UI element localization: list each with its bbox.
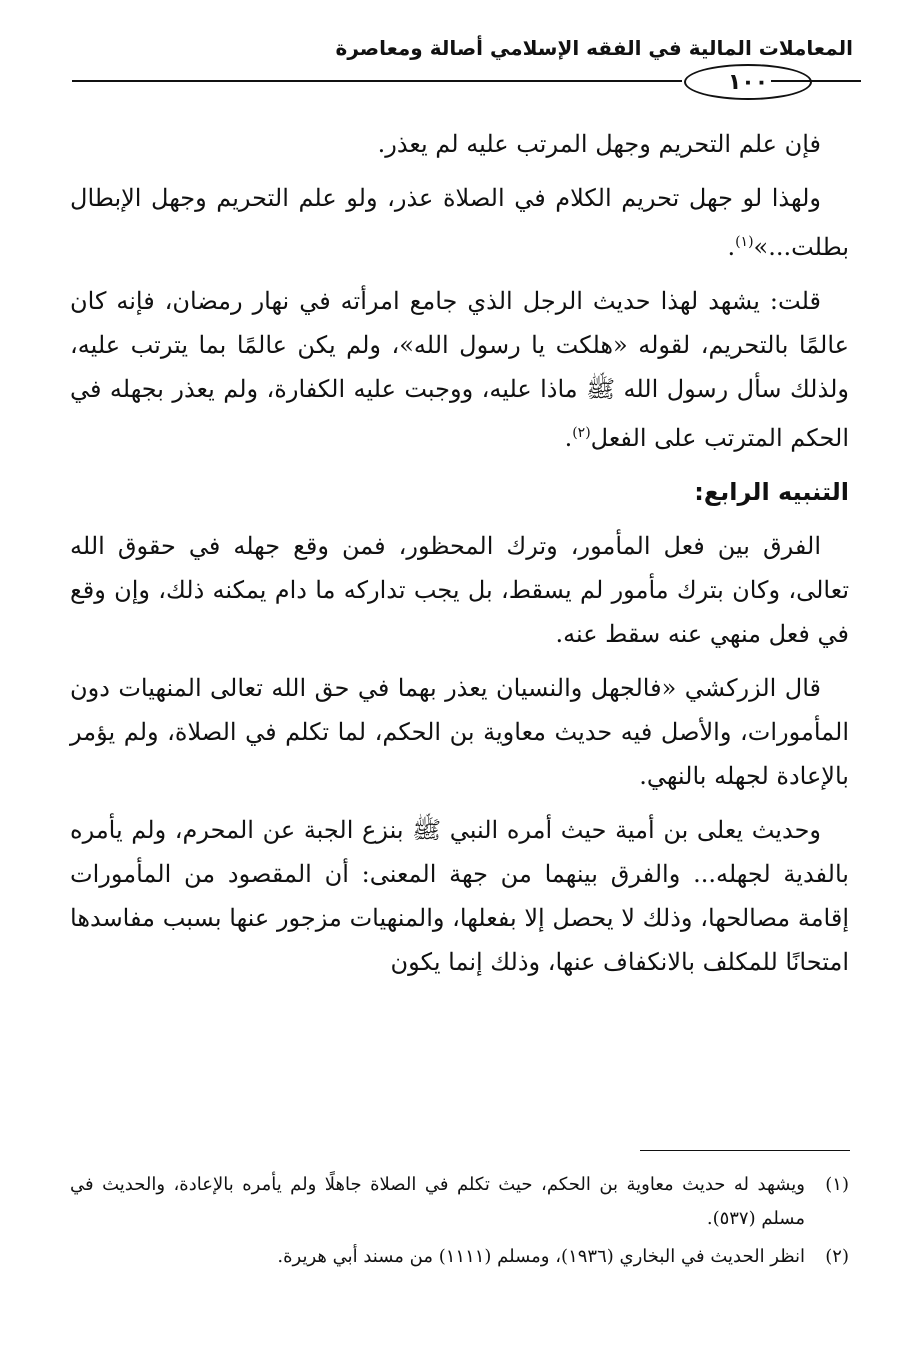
paragraph-text: ولهذا لو جهل تحريم الكلام في الصلاة عذر، ولو علم التحريم وجهل الإبطال بطلت...» <box>70 184 849 261</box>
footnote-text: ويشهد له حديث معاوية بن الحكم، حيث تكلم في الصلاة جاهلًا ولم يأمره بالإعادة، والحديث في مسلم (٥٣٧). <box>70 1174 805 1229</box>
page-header <box>72 34 861 94</box>
paragraph-text: قلت: يشهد لهذا حديث الرجل الذي جامع امرأته في نهار رمضان، فإنه كان عالمًا بالتحريم، لقوله «هلكت يا رسول الله»، ولم يكن عالمًا بما يترتب عليه، ولذلك سأل رسول الله ﷺ ماذا عليه، ووجبت عليه الكفارة، ولم يعذر بجهله في الحكم المترتب على الفعل <box>70 287 849 452</box>
footnotes <box>70 1168 849 1278</box>
paragraph: قال الزركشي «فالجهل والنسيان يعذر بهما في حق الله تعالى المنهيات دون المأمورات، والأصل فيه حديث معاوية بن الحكم، لما تكلم في الصلاة، ولم يؤمر بالإعادة لجهله بالنهي. <box>70 674 849 790</box>
paragraph: قلت: يشهد لهذا حديث الرجل الذي جامع امرأته في نهار رمضان، فإنه كان عالمًا بالتحريم، لقوله «هلكت يا رسول الله»، ولم يكن عالمًا بما يترتب عليه، ولذلك سأل رسول الله ﷺ ماذا عليه، ووجبت عليه الكفارة، ولم يعذر بجهله في الحكم المترتب على الفعل$^{(٢)}$. <box>70 287 849 452</box>
main-text <box>70 122 849 994</box>
page-number: ١٠٠ <box>684 64 812 100</box>
footnote-text: انظر الحديث في البخاري (١٩٣٦)، ومسلم (١١١١) من مسند أبي هريرة. <box>277 1246 805 1267</box>
paragraph: فإن علم التحريم وجهل المرتب عليه لم يعذر. <box>377 130 821 158</box>
header-rule-left <box>72 80 682 82</box>
footnote-number: (١) <box>825 1174 849 1195</box>
footnote-ref: (٢) <box>572 425 591 441</box>
paragraph: ولهذا لو جهل تحريم الكلام في الصلاة عذر، ولو علم التحريم وجهل الإبطال بطلت...»$^{(١)}$. <box>70 184 849 261</box>
footnote-ref: (١) <box>735 234 754 250</box>
section-heading: التنبيه الرابع: <box>694 478 849 506</box>
running-title: المعاملات المالية في الفقه الإسلامي أصالة ومعاصرة <box>335 36 853 60</box>
footnote <box>70 1240 849 1274</box>
paragraph: وحديث يعلى بن أمية حيث أمره النبي ﷺ بنزع الجبة عن المحرم، ولم يأمره بالفدية لجهله... والفرق بينهما من جهة المعنى: أن المقصود من المأمورات إقامة مصالحها، وذلك لا يحصل إلا بفعلها، والمنهيات مزجور عنها بسبب مفاسدها امتحانًا للمكلف بالانكفاف عنها، وذلك إنما يكون <box>70 816 849 976</box>
footnote-number: (٢) <box>825 1246 849 1267</box>
footnote-separator <box>640 1150 850 1151</box>
paragraph: الفرق بين فعل المأمور، وترك المحظور، فمن وقع جهله في حقوق الله تعالى، وكان بترك مأمور لم يسقط، بل يجب تداركه ما دام يمكنه ذلك، وإن وقع في فعل منهي عنه سقط عنه. <box>70 532 849 648</box>
footnote <box>70 1168 849 1236</box>
